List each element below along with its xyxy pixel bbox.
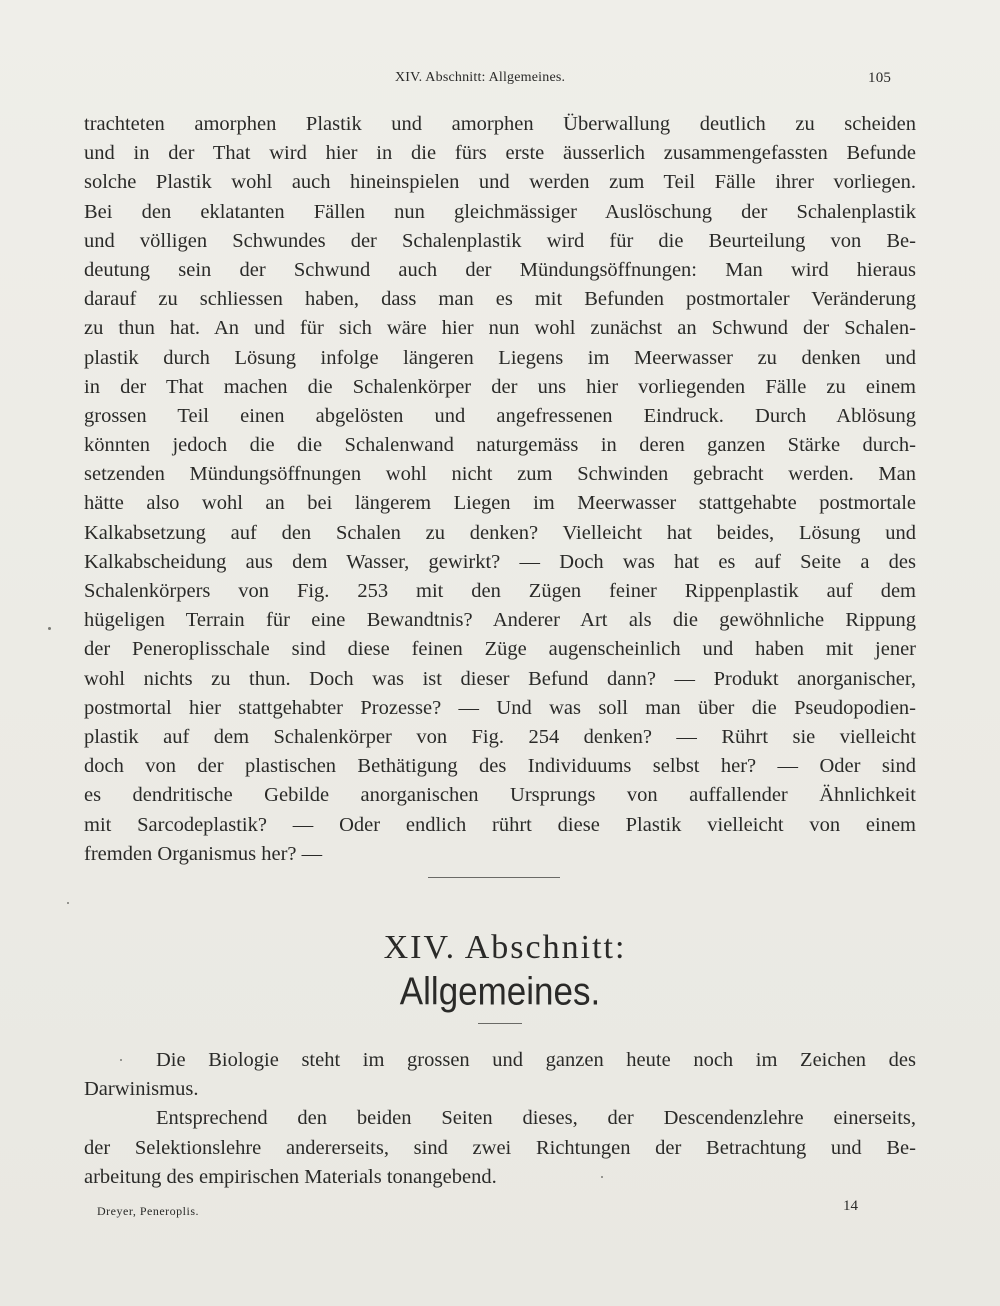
text-line: solche Plastik wohl auch hineinspielen und werden zum Teil Fälle ihrer vorliegen.	[84, 171, 916, 194]
paper-speck	[48, 627, 51, 630]
text-line: doch von der plastischen Bethätigung des Individuums selbst her? — Oder sind	[84, 755, 916, 778]
section-body	[84, 1046, 916, 1192]
text-line: Darwinismus.	[84, 1078, 199, 1101]
text-line: hätte also wohl an bei längerem Liegen im Meerwasser stattgehabte postmortale	[84, 492, 916, 515]
text-line: fremden Organismus her? —	[84, 842, 323, 865]
author-short-title: Dreyer, Peneroplis.	[97, 1204, 199, 1218]
text-line: postmortal hier stattgehabter Prozesse? — Und was soll man über die Pseudopodien-	[84, 696, 916, 719]
text-line: zu thun hat. An und für sich wäre hier nun wohl zunächst an Schwund der Schalen-	[84, 317, 916, 340]
text-line: es dendritische Gebilde anorganischen Ursprungs von auffallender Ähnlichkeit	[84, 784, 916, 807]
text-line: setzenden Mündungsöffnungen wohl nicht zum Schwinden gebracht werden. Man	[84, 463, 916, 486]
text-line: Kalkabsetzung auf den Schalen zu denken? Vielleicht hat beides, Lösung und	[84, 521, 916, 544]
section-number: XIV. Abschnitt:	[383, 929, 627, 966]
text-line: deutung sein der Schwund auch der Mündungsöffnungen: Man wird hieraus	[84, 258, 916, 281]
signature-mark: 14	[843, 1198, 858, 1214]
text-line: mit Sarcodeplastik? — Oder endlich rührt diese Plastik vielleicht von einem	[84, 813, 916, 836]
text-line: Kalkabscheidung aus dem Wasser, gewirkt? — Doch was hat es auf Seite a des	[84, 550, 916, 573]
text-line: plastik durch Lösung infolge längeren Liegens im Meerwasser zu denken und	[84, 346, 916, 369]
section-divider-bottom	[478, 1023, 522, 1024]
running-head	[0, 70, 1000, 92]
text-line: der Peneroplisschale sind diese feinen Züge augenscheinlich und haben mit jener	[84, 638, 916, 661]
page-number: 105	[868, 70, 892, 86]
text-line: hügeligen Terrain für eine Bewandtnis? Anderer Art als die gewöhnliche Rippung	[84, 609, 916, 632]
text-line: könnten jedoch die die Schalenwand naturgemäss in deren ganzen Stärke durch-	[84, 434, 916, 457]
section-title: Allgemeines.	[399, 969, 601, 1014]
paragraph-continued	[84, 110, 916, 869]
text-line: darauf zu schliessen haben, dass man es mit Befunden postmortaler Veränderung	[84, 288, 916, 311]
paper-speck	[67, 902, 69, 904]
text-line: trachteten amorphen Plastik und amorphen Überwallung deutlich zu scheiden	[84, 113, 916, 135]
text-line: Bei den eklatanten Fällen nun gleichmässiger Auslöschung der Schalenplastik	[84, 200, 916, 223]
text-line: und völligen Schwundes der Schalenplastik wird für die Beurteilung von Be-	[84, 229, 916, 252]
text-line: Entsprechend den beiden Seiten dieses, der Descendenzlehre einerseits,	[156, 1107, 916, 1130]
text-line: der Selektionslehre andererseits, sind zwei Richtungen der Betrachtung und Be-	[84, 1136, 916, 1159]
text-line: und in der That wird hier in die fürs erste äusserlich zusammengefassten Befunde	[84, 142, 916, 165]
text-line: wohl nichts zu thun. Doch was ist dieser Befund dann? — Produkt anorganischer,	[84, 667, 916, 690]
text-line: grossen Teil einen abgelösten und angefressenen Eindruck. Durch Ablösung	[84, 404, 916, 427]
text-line: Die Biologie steht im grossen und ganzen heute noch im Zeichen des	[156, 1049, 916, 1071]
text-line: in der That machen die Schalenkörper der uns hier vorliegenden Fälle zu einem	[84, 375, 916, 398]
text-line: plastik auf dem Schalenkörper von Fig. 254 denken? — Rührt sie vielleicht	[84, 725, 916, 748]
text-line: Schalenkörpers von Fig. 253 mit den Zügen feiner Rippenplastik auf dem	[84, 580, 916, 602]
section-heading	[0, 928, 1000, 1014]
text-line: arbeitung des empirischen Materials tonangebend.	[84, 1165, 497, 1188]
section-divider-top	[428, 877, 560, 878]
paper-speck	[601, 1176, 603, 1178]
paper-speck	[120, 1059, 122, 1061]
running-title: XIV. Abschnitt: Allgemeines.	[395, 70, 566, 85]
page-footer	[0, 1198, 1000, 1218]
